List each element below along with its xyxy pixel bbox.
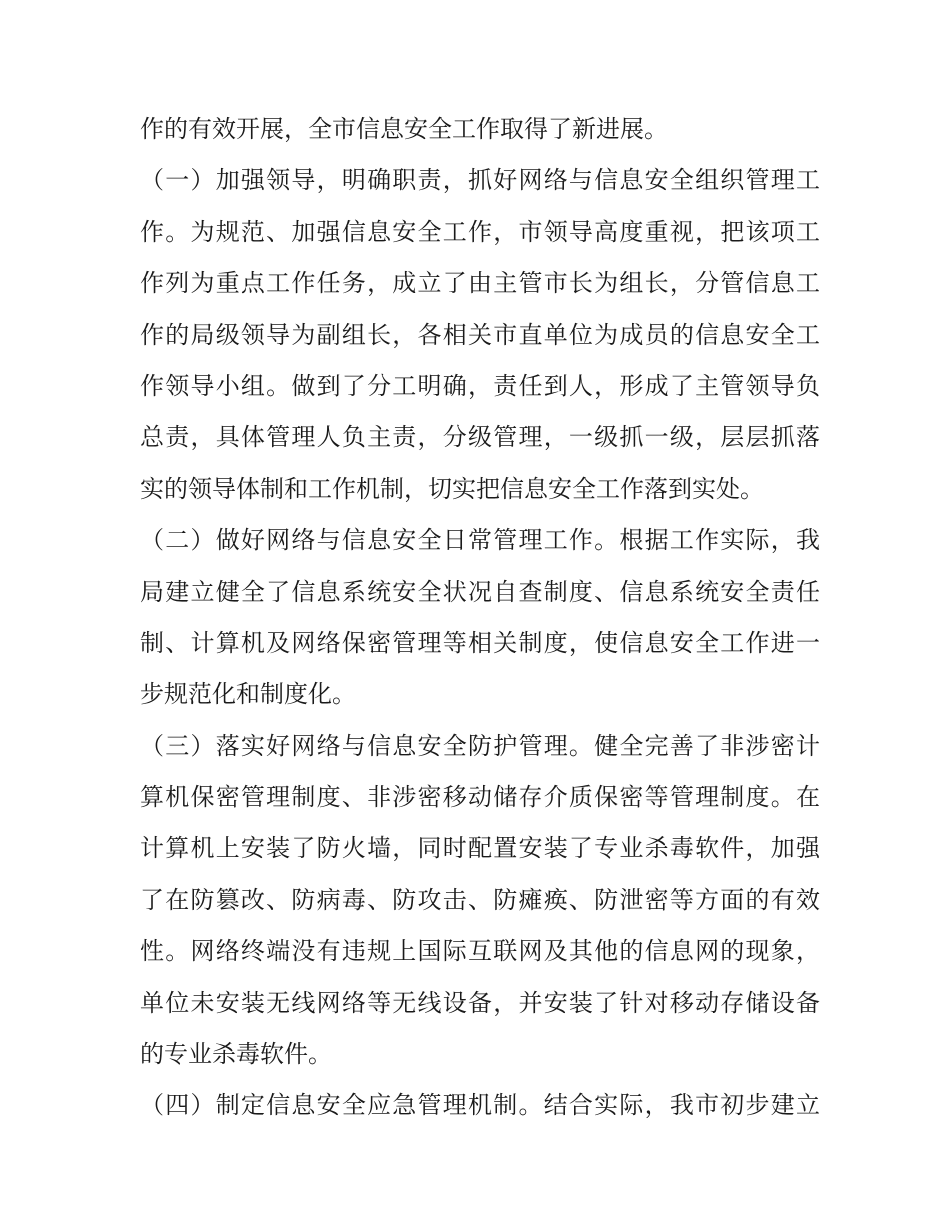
text-line: 作的有效开展，全市信息安全工作取得了新进展。: [140, 115, 668, 143]
text-line: （二）做好网络与信息安全日常管理工作。根据工作实际，我: [140, 526, 820, 555]
text-line: 作。为规范、加强信息安全工作，市领导高度重视，把该项工: [140, 217, 820, 246]
text-line: 作的局级领导为副组长，各相关市直单位为成员的信息安全工: [140, 320, 820, 349]
text-line: 的专业杀毒软件。: [140, 1040, 332, 1069]
text-line: 计算机上安装了防火墙，同时配置安装了专业杀毒软件，加强: [140, 834, 820, 863]
text-line: 作领导小组。做到了分工明确，责任到人，形成了主管领导负: [140, 371, 820, 400]
text-line: 局建立健全了信息系统安全状况自查制度、信息系统安全责任: [140, 577, 820, 606]
text-line: 总责，具体管理人负主责，分级管理，一级抓一级，层层抓落: [140, 423, 820, 452]
text-line: （三）落实好网络与信息安全防护管理。健全完善了非涉密计: [140, 731, 820, 760]
text-line: 算机保密管理制度、非涉密移动储存介质保密等管理制度。在: [140, 783, 820, 812]
text-line: 作列为重点工作任务，成立了由主管市长为组长，分管信息工: [140, 269, 820, 298]
text-line: 性。网络终端没有违规上国际互联网及其他的信息网的现象，: [140, 937, 820, 966]
text-line: （四）制定信息安全应急管理机制。结合实际，我市初步建立: [140, 1091, 820, 1120]
body-text: [140, 104, 820, 1132]
text-line: 制、计算机及网络保密管理等相关制度，使信息安全工作进一: [140, 628, 820, 657]
text-line: 单位未安装无线网络等无线设备，并安装了针对移动存储设备: [140, 988, 820, 1017]
text-line: 实的领导体制和工作机制，切实把信息安全工作落到实处。: [140, 474, 764, 503]
text-line: 步规范化和制度化。: [140, 680, 356, 709]
text-line: （一）加强领导，明确职责，抓好网络与信息安全组织管理工: [140, 166, 820, 195]
text-line: 了在防篡改、防病毒、防攻击、防瘫痪、防泄密等方面的有效: [140, 885, 820, 914]
